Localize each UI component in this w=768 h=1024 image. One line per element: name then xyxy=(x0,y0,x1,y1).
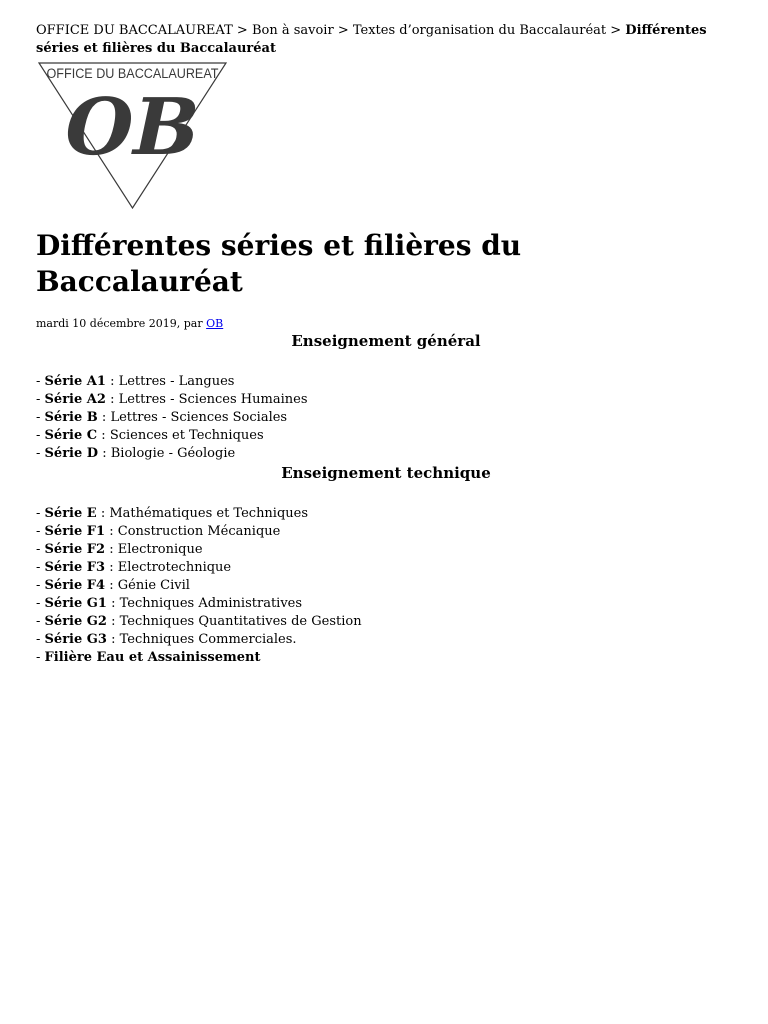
list-item: - Série F2 : Electronique xyxy=(36,542,203,557)
list-item: - Série G2 : Techniques Quantitatives de Gestion xyxy=(36,614,362,629)
office-du-bac-logo xyxy=(36,62,230,212)
page-title: Différentes séries et filières du Baccalauréat xyxy=(36,229,522,298)
article-page xyxy=(36,22,736,667)
list-item: - Série F1 : Construction Mécanique xyxy=(36,524,281,539)
logo-text: OFFICE DU BACCALAUREAT xyxy=(46,66,219,81)
breadcrumb-separator: > xyxy=(236,23,248,38)
breadcrumb-current: Différentes séries et filières du Baccalauréat xyxy=(36,23,707,56)
list-item: - Série B : Lettres - Sciences Sociales xyxy=(36,410,288,425)
section-title-technique: Enseignement technique xyxy=(281,464,491,482)
list-item: - Série A2 : Lettres - Sciences Humaines xyxy=(36,392,308,407)
author-link[interactable]: OB xyxy=(206,317,224,330)
breadcrumb-item-bon-a-savoir[interactable]: Bon à savoir xyxy=(251,23,334,38)
list-item: - Série A1 : Lettres - Langues xyxy=(36,374,235,389)
series-list-general xyxy=(36,373,736,463)
series-list-technique xyxy=(36,505,736,667)
list-item: - Série D : Biologie - Géologie xyxy=(36,446,236,461)
list-item: - Série F3 : Electrotechnique xyxy=(36,560,232,575)
svg-text:OB: OB xyxy=(55,80,209,173)
breadcrumb-separator: > xyxy=(337,23,349,38)
section-title-general: Enseignement général xyxy=(291,332,481,350)
article-meta xyxy=(36,317,736,331)
list-item: - Filière Eau et Assainissement xyxy=(36,650,261,665)
list-item: - Série F4 : Génie Civil xyxy=(36,578,190,593)
breadcrumb xyxy=(36,22,736,58)
list-item: - Série G1 : Techniques Administratives xyxy=(36,596,303,611)
list-item: - Série E : Mathématiques et Techniques xyxy=(36,506,309,521)
logo-monogram xyxy=(56,81,209,173)
list-item: - Série G3 : Techniques Commerciales. xyxy=(36,632,297,647)
list-item: - Série C : Sciences et Techniques xyxy=(36,428,264,443)
breadcrumb-separator: > xyxy=(610,23,622,38)
breadcrumb-item-textes[interactable]: Textes d’organisation du Baccalauréat xyxy=(352,23,607,38)
article-date: mardi 10 décembre 2019, par xyxy=(36,317,203,330)
breadcrumb-item-office[interactable]: OFFICE DU BACCALAUREAT xyxy=(36,23,233,38)
